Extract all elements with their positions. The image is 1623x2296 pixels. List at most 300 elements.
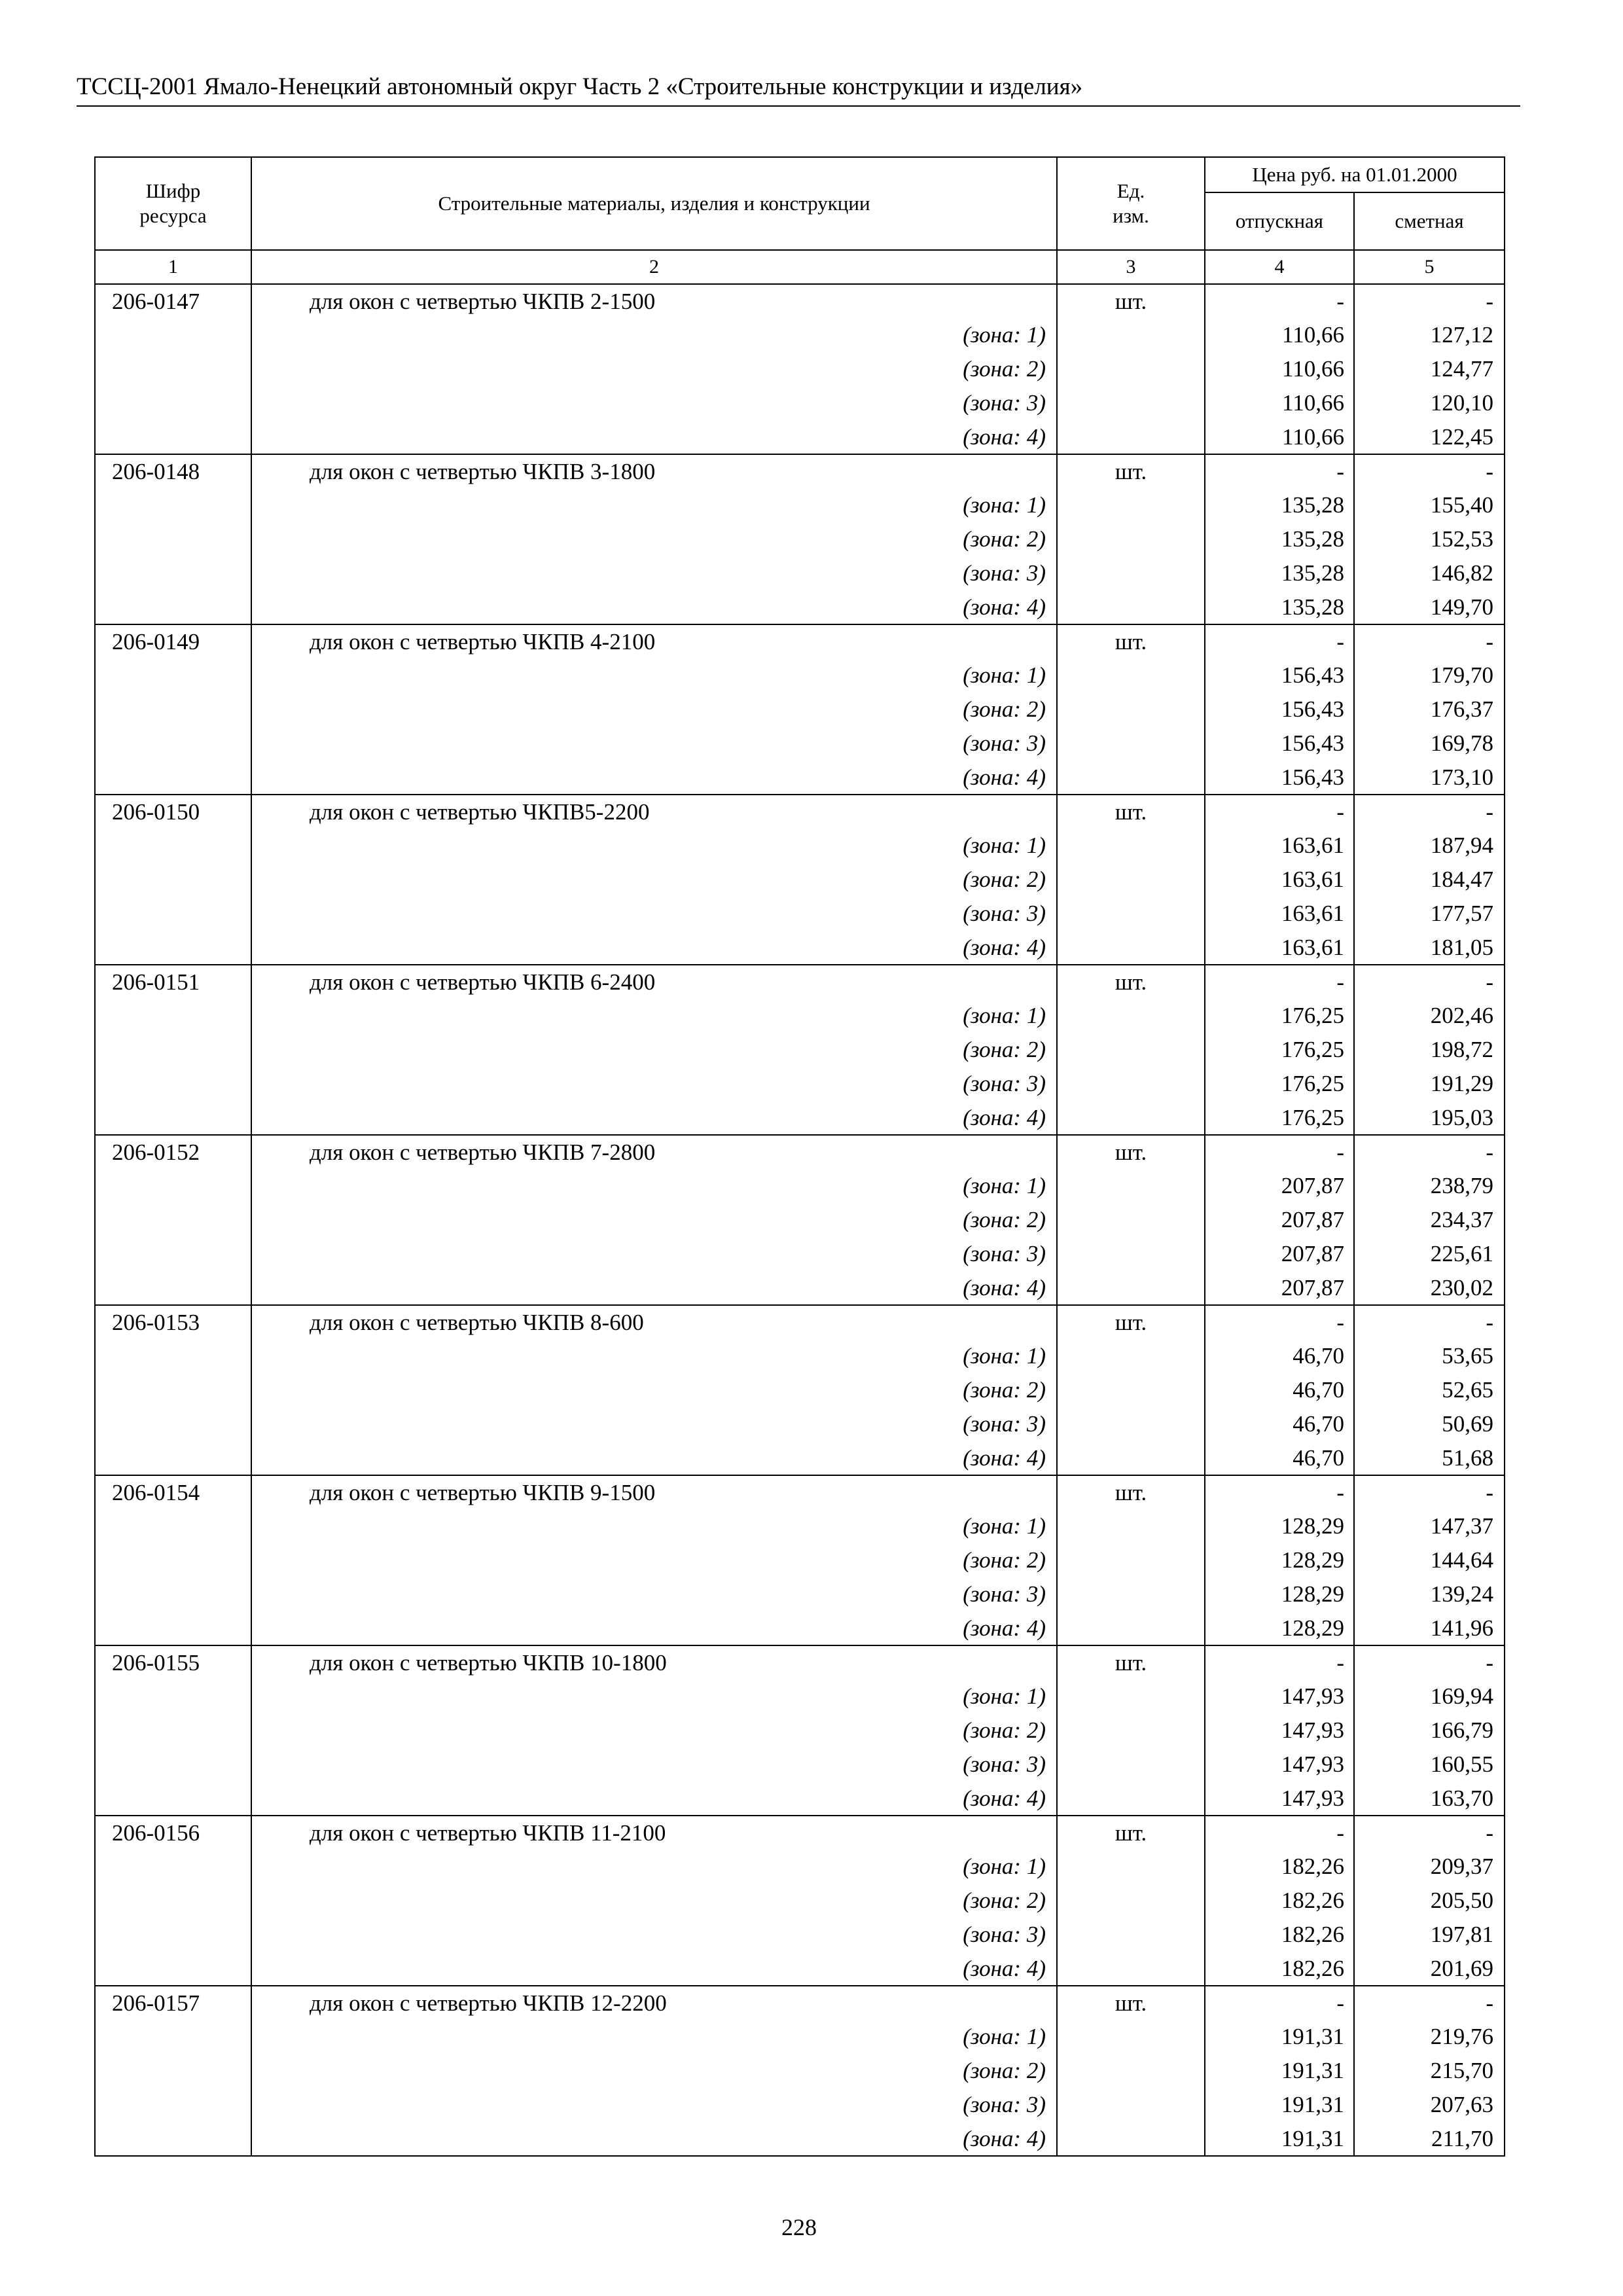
zone-row	[95, 1203, 1505, 1237]
unit-of-measure: шт.	[1057, 624, 1205, 658]
unit-empty	[1057, 999, 1205, 1033]
unit-empty	[1057, 726, 1205, 761]
estimate-price: 141,96	[1354, 1611, 1505, 1645]
release-price: 176,25	[1205, 1067, 1354, 1101]
estimate-price: 173,10	[1354, 761, 1505, 795]
resource-code-empty	[95, 1850, 251, 1884]
resource-name: для окон с четвертью ЧКПВ 4-2100	[251, 624, 1057, 658]
zone-label: (зона: 2)	[251, 1884, 1057, 1918]
zone-label: (зона: 1)	[251, 1679, 1057, 1713]
resource-code-empty	[95, 2122, 251, 2156]
column-number: 3	[1057, 250, 1205, 284]
zone-row	[95, 1611, 1505, 1645]
zone-label: (зона: 2)	[251, 1203, 1057, 1237]
resource-code-empty	[95, 318, 251, 352]
zone-label: (зона: 4)	[251, 590, 1057, 624]
table-row	[95, 1645, 1505, 1679]
resource-code-empty	[95, 556, 251, 590]
zone-label: (зона: 1)	[251, 1509, 1057, 1543]
zone-row	[95, 1271, 1505, 1305]
resource-code-empty	[95, 1748, 251, 1782]
unit-empty	[1057, 658, 1205, 692]
release-price: 46,70	[1205, 1441, 1354, 1475]
zone-row	[95, 386, 1505, 420]
resource-name: для окон с четвертью ЧКПВ5-2200	[251, 795, 1057, 829]
unit-empty	[1057, 1033, 1205, 1067]
unit-empty	[1057, 829, 1205, 863]
header-estimate-price: сметная	[1354, 192, 1505, 250]
resource-name: для окон с четвертью ЧКПВ 9-1500	[251, 1475, 1057, 1509]
resource-name: для окон с четвертью ЧКПВ 12-2200	[251, 1986, 1057, 2020]
release-price: 128,29	[1205, 1611, 1354, 1645]
unit-of-measure: шт.	[1057, 1816, 1205, 1850]
header-rule	[77, 105, 1520, 107]
estimate-price: 181,05	[1354, 931, 1505, 965]
release-price: 128,29	[1205, 1543, 1354, 1577]
resource-code-empty	[95, 897, 251, 931]
release-price: 156,43	[1205, 658, 1354, 692]
zone-row	[95, 590, 1505, 624]
zone-label: (зона: 1)	[251, 829, 1057, 863]
estimate-price: 177,57	[1354, 897, 1505, 931]
unit-empty	[1057, 1850, 1205, 1884]
estimate-price: 205,50	[1354, 1884, 1505, 1918]
zone-label: (зона: 2)	[251, 692, 1057, 726]
unit-of-measure: шт.	[1057, 1475, 1205, 1509]
estimate-price: 51,68	[1354, 1441, 1505, 1475]
zone-label: (зона: 3)	[251, 1407, 1057, 1441]
estimate-price: -	[1354, 454, 1505, 488]
unit-empty	[1057, 1543, 1205, 1577]
unit-empty	[1057, 1713, 1205, 1748]
resource-code-empty	[95, 829, 251, 863]
unit-empty	[1057, 318, 1205, 352]
resource-code: 206-0148	[95, 454, 251, 488]
release-price: 207,87	[1205, 1169, 1354, 1203]
release-price: 156,43	[1205, 761, 1354, 795]
zone-row	[95, 420, 1505, 454]
estimate-price: 219,76	[1354, 2020, 1505, 2054]
zone-label: (зона: 3)	[251, 2088, 1057, 2122]
zone-row	[95, 352, 1505, 386]
resource-name: для окон с четвертью ЧКПВ 3-1800	[251, 454, 1057, 488]
zone-row	[95, 1067, 1505, 1101]
estimate-price: 184,47	[1354, 863, 1505, 897]
zone-row	[95, 692, 1505, 726]
unit-empty	[1057, 897, 1205, 931]
resource-code-empty	[95, 1509, 251, 1543]
resource-code-empty	[95, 1339, 251, 1373]
zone-label: (зона: 2)	[251, 2054, 1057, 2088]
table-row	[95, 795, 1505, 829]
resource-code-empty	[95, 1237, 251, 1271]
resource-code-empty	[95, 2020, 251, 2054]
estimate-price: 169,94	[1354, 1679, 1505, 1713]
resource-code-empty	[95, 692, 251, 726]
zone-row	[95, 2088, 1505, 2122]
zone-label: (зона: 1)	[251, 1850, 1057, 1884]
unit-empty	[1057, 386, 1205, 420]
release-price: 207,87	[1205, 1237, 1354, 1271]
release-price: 135,28	[1205, 590, 1354, 624]
estimate-price: 166,79	[1354, 1713, 1505, 1748]
unit-empty	[1057, 1782, 1205, 1816]
estimate-price: 127,12	[1354, 318, 1505, 352]
resource-code-empty	[95, 590, 251, 624]
zone-label: (зона: 3)	[251, 1237, 1057, 1271]
zone-row	[95, 726, 1505, 761]
unit-empty	[1057, 1237, 1205, 1271]
zone-row	[95, 1509, 1505, 1543]
zone-row	[95, 658, 1505, 692]
zone-row	[95, 1441, 1505, 1475]
resource-code-empty	[95, 863, 251, 897]
release-price: -	[1205, 795, 1354, 829]
resource-code-empty	[95, 761, 251, 795]
release-price: 156,43	[1205, 692, 1354, 726]
unit-empty	[1057, 1407, 1205, 1441]
release-price: -	[1205, 454, 1354, 488]
resource-code-empty	[95, 1407, 251, 1441]
estimate-price: 160,55	[1354, 1748, 1505, 1782]
release-price: 110,66	[1205, 352, 1354, 386]
estimate-price: 209,37	[1354, 1850, 1505, 1884]
estimate-price: 155,40	[1354, 488, 1505, 522]
release-price: 110,66	[1205, 318, 1354, 352]
resource-code-empty	[95, 1067, 251, 1101]
column-number: 1	[95, 250, 251, 284]
release-price: -	[1205, 1475, 1354, 1509]
table-header-row	[95, 157, 1505, 192]
unit-empty	[1057, 420, 1205, 454]
header-resource-code-line: Шифр	[145, 179, 201, 202]
estimate-price: 191,29	[1354, 1067, 1505, 1101]
zone-row	[95, 2054, 1505, 2088]
estimate-price: 163,70	[1354, 1782, 1505, 1816]
resource-name: для окон с четвертью ЧКПВ 7-2800	[251, 1135, 1057, 1169]
estimate-price: 146,82	[1354, 556, 1505, 590]
estimate-price: 144,64	[1354, 1543, 1505, 1577]
unit-of-measure: шт.	[1057, 1986, 1205, 2020]
resource-code-empty	[95, 2088, 251, 2122]
release-price: -	[1205, 1135, 1354, 1169]
zone-label: (зона: 2)	[251, 1033, 1057, 1067]
release-price: 46,70	[1205, 1373, 1354, 1407]
zone-label: (зона: 3)	[251, 897, 1057, 931]
release-price: 191,31	[1205, 2088, 1354, 2122]
zone-label: (зона: 2)	[251, 1543, 1057, 1577]
estimate-price: -	[1354, 1986, 1505, 2020]
unit-empty	[1057, 1952, 1205, 1986]
zone-label: (зона: 1)	[251, 999, 1057, 1033]
zone-row	[95, 1373, 1505, 1407]
resource-name: для окон с четвертью ЧКПВ 8-600	[251, 1305, 1057, 1339]
header-release-price: отпускная	[1205, 192, 1354, 250]
release-price: 176,25	[1205, 1101, 1354, 1135]
release-price: 135,28	[1205, 522, 1354, 556]
release-price: 156,43	[1205, 726, 1354, 761]
resource-code-empty	[95, 1918, 251, 1952]
estimate-price: 120,10	[1354, 386, 1505, 420]
resource-code: 206-0151	[95, 965, 251, 999]
unit-empty	[1057, 590, 1205, 624]
unit-empty	[1057, 1509, 1205, 1543]
unit-empty	[1057, 863, 1205, 897]
estimate-price: -	[1354, 1816, 1505, 1850]
column-number: 2	[251, 250, 1057, 284]
zone-label: (зона: 3)	[251, 1067, 1057, 1101]
zone-row	[95, 863, 1505, 897]
estimate-price: 230,02	[1354, 1271, 1505, 1305]
resource-code-empty	[95, 1203, 251, 1237]
zone-row	[95, 1884, 1505, 1918]
resource-code: 206-0153	[95, 1305, 251, 1339]
release-price: -	[1205, 1305, 1354, 1339]
zone-label: (зона: 4)	[251, 1441, 1057, 1475]
release-price: 207,87	[1205, 1271, 1354, 1305]
resource-code-empty	[95, 1952, 251, 1986]
table-row	[95, 965, 1505, 999]
unit-of-measure: шт.	[1057, 965, 1205, 999]
zone-label: (зона: 1)	[251, 658, 1057, 692]
release-price: 110,66	[1205, 420, 1354, 454]
resource-code-empty	[95, 352, 251, 386]
zone-row	[95, 1713, 1505, 1748]
unit-of-measure: шт.	[1057, 1305, 1205, 1339]
unit-empty	[1057, 1577, 1205, 1611]
unit-of-measure: шт.	[1057, 284, 1205, 318]
resource-code: 206-0155	[95, 1645, 251, 1679]
zone-label: (зона: 4)	[251, 420, 1057, 454]
estimate-price: 169,78	[1354, 726, 1505, 761]
estimate-price: 50,69	[1354, 1407, 1505, 1441]
zone-row	[95, 1850, 1505, 1884]
zone-label: (зона: 4)	[251, 1271, 1057, 1305]
unit-empty	[1057, 1203, 1205, 1237]
estimate-price: -	[1354, 965, 1505, 999]
zone-label: (зона: 1)	[251, 2020, 1057, 2054]
zone-label: (зона: 4)	[251, 931, 1057, 965]
table-row	[95, 284, 1505, 318]
zone-label: (зона: 4)	[251, 761, 1057, 795]
unit-empty	[1057, 2088, 1205, 2122]
zone-row	[95, 1782, 1505, 1816]
zone-row	[95, 1543, 1505, 1577]
estimate-price: 238,79	[1354, 1169, 1505, 1203]
release-price: 176,25	[1205, 1033, 1354, 1067]
resource-code-empty	[95, 1373, 251, 1407]
unit-of-measure: шт.	[1057, 1645, 1205, 1679]
header-resource-code	[95, 157, 251, 250]
estimate-price: 149,70	[1354, 590, 1505, 624]
resource-code-empty	[95, 1884, 251, 1918]
resource-code-empty	[95, 931, 251, 965]
zone-label: (зона: 3)	[251, 556, 1057, 590]
table-row	[95, 1135, 1505, 1169]
unit-of-measure: шт.	[1057, 1135, 1205, 1169]
resource-code-empty	[95, 1033, 251, 1067]
release-price: 182,26	[1205, 1850, 1354, 1884]
resource-code-empty	[95, 420, 251, 454]
resource-code-empty	[95, 1577, 251, 1611]
unit-empty	[1057, 761, 1205, 795]
release-price: 46,70	[1205, 1407, 1354, 1441]
unit-of-measure: шт.	[1057, 454, 1205, 488]
release-price: 163,61	[1205, 829, 1354, 863]
release-price: 110,66	[1205, 386, 1354, 420]
release-price: -	[1205, 284, 1354, 318]
estimate-price: 197,81	[1354, 1918, 1505, 1952]
release-price: 128,29	[1205, 1509, 1354, 1543]
unit-empty	[1057, 692, 1205, 726]
resource-code: 206-0152	[95, 1135, 251, 1169]
release-price: 147,93	[1205, 1713, 1354, 1748]
unit-empty	[1057, 1067, 1205, 1101]
table-head	[95, 157, 1505, 284]
zone-row	[95, 318, 1505, 352]
unit-empty	[1057, 1441, 1205, 1475]
unit-empty	[1057, 556, 1205, 590]
resource-code-empty	[95, 522, 251, 556]
zone-row	[95, 1918, 1505, 1952]
estimate-price: 124,77	[1354, 352, 1505, 386]
release-price: 191,31	[1205, 2054, 1354, 2088]
resource-name: для окон с четвертью ЧКПВ 6-2400	[251, 965, 1057, 999]
unit-empty	[1057, 488, 1205, 522]
resource-code-empty	[95, 658, 251, 692]
zone-label: (зона: 4)	[251, 1782, 1057, 1816]
table-row	[95, 1475, 1505, 1509]
estimate-price: 202,46	[1354, 999, 1505, 1033]
estimate-price: -	[1354, 1645, 1505, 1679]
estimate-price: 52,65	[1354, 1373, 1505, 1407]
resource-code-empty	[95, 999, 251, 1033]
header-unit	[1057, 157, 1205, 250]
zone-row	[95, 522, 1505, 556]
release-price: 182,26	[1205, 1918, 1354, 1952]
unit-empty	[1057, 1373, 1205, 1407]
resource-code-empty	[95, 1271, 251, 1305]
estimate-price: 198,72	[1354, 1033, 1505, 1067]
release-price: 135,28	[1205, 556, 1354, 590]
unit-empty	[1057, 1748, 1205, 1782]
unit-empty	[1057, 1884, 1205, 1918]
zone-row	[95, 2020, 1505, 2054]
zone-row	[95, 1339, 1505, 1373]
zone-label: (зона: 1)	[251, 1169, 1057, 1203]
resource-code-empty	[95, 1713, 251, 1748]
running-header: ТССЦ-2001 Ямало-Ненецкий автономный округ Часть 2 «Строительные конструкции и изделия»	[77, 73, 1083, 100]
resource-code-empty	[95, 1611, 251, 1645]
zone-row	[95, 2122, 1505, 2156]
estimate-price: -	[1354, 1475, 1505, 1509]
release-price: 147,93	[1205, 1782, 1354, 1816]
zone-row	[95, 761, 1505, 795]
estimate-price: 195,03	[1354, 1101, 1505, 1135]
unit-empty	[1057, 1611, 1205, 1645]
estimate-price: -	[1354, 1135, 1505, 1169]
zone-row	[95, 931, 1505, 965]
zone-label: (зона: 2)	[251, 863, 1057, 897]
zone-label: (зона: 3)	[251, 1918, 1057, 1952]
release-price: -	[1205, 965, 1354, 999]
unit-empty	[1057, 2122, 1205, 2156]
estimate-price: 187,94	[1354, 829, 1505, 863]
release-price: 147,93	[1205, 1748, 1354, 1782]
release-price: 147,93	[1205, 1679, 1354, 1713]
zone-row	[95, 488, 1505, 522]
zone-row	[95, 1748, 1505, 1782]
zone-row	[95, 897, 1505, 931]
zone-label: (зона: 1)	[251, 488, 1057, 522]
zone-row	[95, 1952, 1505, 1986]
estimate-price: -	[1354, 624, 1505, 658]
release-price: 46,70	[1205, 1339, 1354, 1373]
table-row	[95, 1305, 1505, 1339]
zone-row	[95, 1407, 1505, 1441]
unit-empty	[1057, 522, 1205, 556]
header-unit-line: изм.	[1113, 204, 1149, 227]
estimate-price: 179,70	[1354, 658, 1505, 692]
resource-code-empty	[95, 1101, 251, 1135]
estimate-price: -	[1354, 284, 1505, 318]
unit-empty	[1057, 1918, 1205, 1952]
zone-row	[95, 999, 1505, 1033]
zone-label: (зона: 1)	[251, 318, 1057, 352]
unit-empty	[1057, 352, 1205, 386]
estimate-price: 225,61	[1354, 1237, 1505, 1271]
header-price-date: Цена руб. на 01.01.2000	[1205, 157, 1505, 192]
release-price: 182,26	[1205, 1884, 1354, 1918]
page-number: 228	[781, 2214, 817, 2240]
resource-code-empty	[95, 726, 251, 761]
resource-name: для окон с четвертью ЧКПВ 10-1800	[251, 1645, 1057, 1679]
release-price: 163,61	[1205, 897, 1354, 931]
resource-code: 206-0157	[95, 1986, 251, 2020]
estimate-price: -	[1354, 795, 1505, 829]
resource-code-empty	[95, 2054, 251, 2088]
release-price: 191,31	[1205, 2122, 1354, 2156]
estimate-price: -	[1354, 1305, 1505, 1339]
resource-code-empty	[95, 1169, 251, 1203]
zone-row	[95, 1577, 1505, 1611]
table-row	[95, 624, 1505, 658]
resource-code-empty	[95, 488, 251, 522]
resource-code-empty	[95, 1782, 251, 1816]
column-number: 5	[1354, 250, 1505, 284]
zone-label: (зона: 3)	[251, 726, 1057, 761]
unit-empty	[1057, 2054, 1205, 2088]
zone-label: (зона: 3)	[251, 386, 1057, 420]
unit-empty	[1057, 1169, 1205, 1203]
resource-code: 206-0149	[95, 624, 251, 658]
zone-row	[95, 1033, 1505, 1067]
release-price: 135,28	[1205, 488, 1354, 522]
header-materials: Строительные материалы, изделия и конструкции	[251, 157, 1057, 250]
table-row	[95, 1986, 1505, 2020]
estimate-price: 139,24	[1354, 1577, 1505, 1611]
resource-name: для окон с четвертью ЧКПВ 11-2100	[251, 1816, 1057, 1850]
zone-row	[95, 1169, 1505, 1203]
zone-label: (зона: 4)	[251, 1611, 1057, 1645]
resource-name: для окон с четвертью ЧКПВ 2-1500	[251, 284, 1057, 318]
unit-empty	[1057, 1339, 1205, 1373]
resource-code: 206-0150	[95, 795, 251, 829]
estimate-price: 53,65	[1354, 1339, 1505, 1373]
estimate-price: 176,37	[1354, 692, 1505, 726]
column-number-row	[95, 250, 1505, 284]
release-price: 128,29	[1205, 1577, 1354, 1611]
